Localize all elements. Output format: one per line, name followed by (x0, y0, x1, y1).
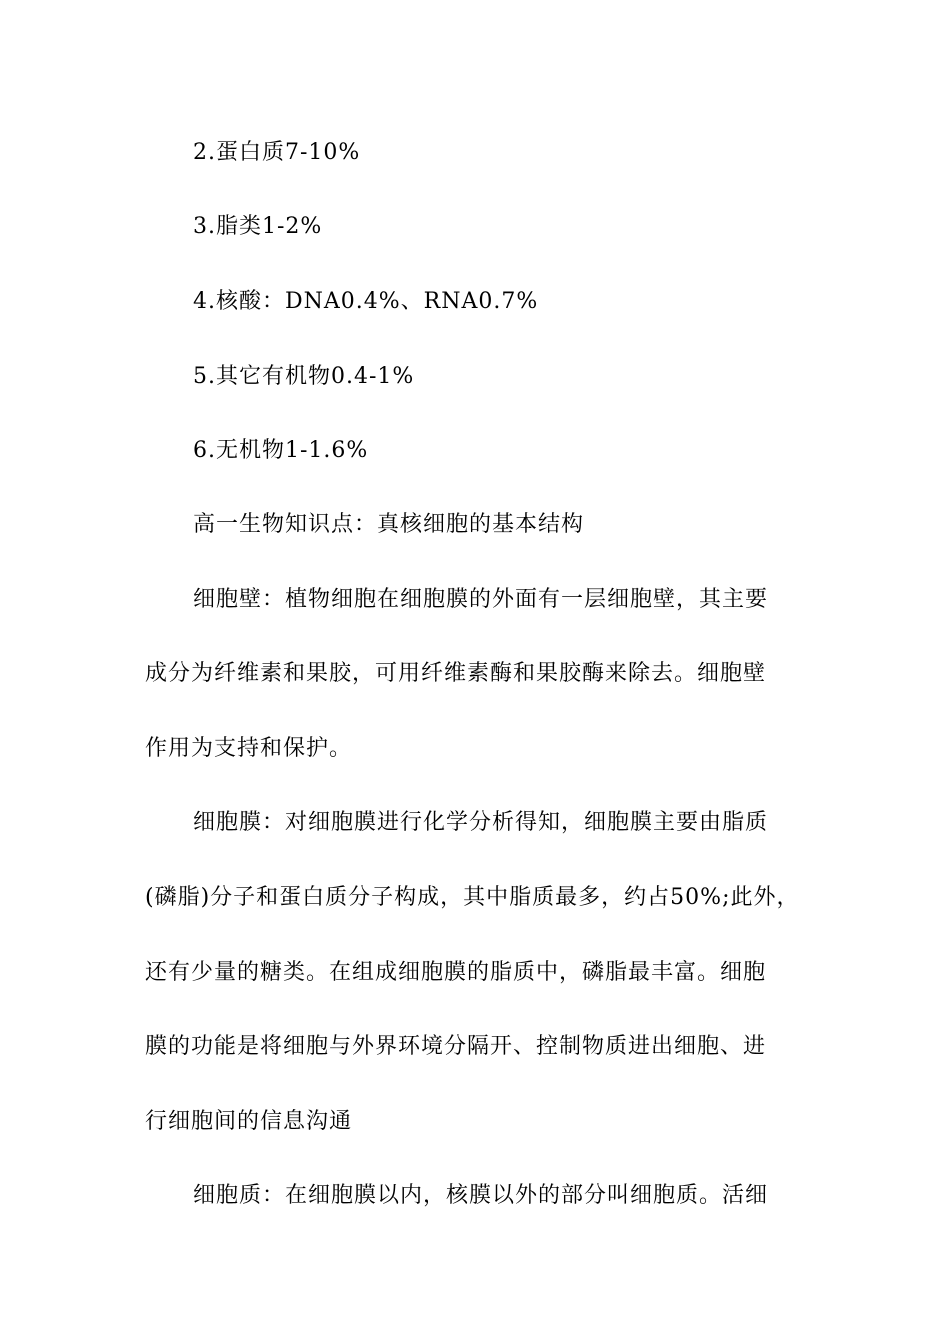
paragraph-cell-membrane-line: 膜的功能是将细胞与外界环境分隔开、控制物质进出细胞、进 (145, 1034, 767, 1059)
list-item: 2.蛋白质7-10% (193, 140, 361, 165)
section-heading: 高一生物知识点：真核细胞的基本结构 (193, 512, 585, 537)
paragraph-cell-wall-line: 细胞壁：植物细胞在细胞膜的外面有一层细胞壁，其主要 (193, 587, 769, 612)
paragraph-cell-membrane-line: (磷脂)分子和蛋白质分子构成，其中脂质最多，约占50%;此外， (145, 885, 800, 910)
list-item: 5.其它有机物0.4-1% (193, 364, 415, 389)
list-item: 6.无机物1-1.6% (193, 438, 369, 463)
paragraph-cell-wall-line: 成分为纤维素和果胶，可用纤维素酶和果胶酶来除去。细胞壁 (145, 661, 767, 686)
list-item: 4.核酸：DNA0.4%、RNA0.7% (193, 289, 539, 314)
list-item: 3.脂类1-2% (193, 214, 323, 239)
paragraph-cell-membrane-line: 行细胞间的信息沟通 (145, 1109, 353, 1134)
paragraph-cell-membrane-line: 还有少量的糖类。在组成细胞膜的脂质中，磷脂最丰富。细胞 (145, 960, 767, 985)
paragraph-cell-membrane-line: 细胞膜：对细胞膜进行化学分析得知，细胞膜主要由脂质 (193, 810, 769, 835)
paragraph-cytoplasm-line: 细胞质：在细胞膜以内，核膜以外的部分叫细胞质。活细 (193, 1183, 769, 1208)
paragraph-cell-wall-line: 作用为支持和保护。 (145, 736, 353, 761)
